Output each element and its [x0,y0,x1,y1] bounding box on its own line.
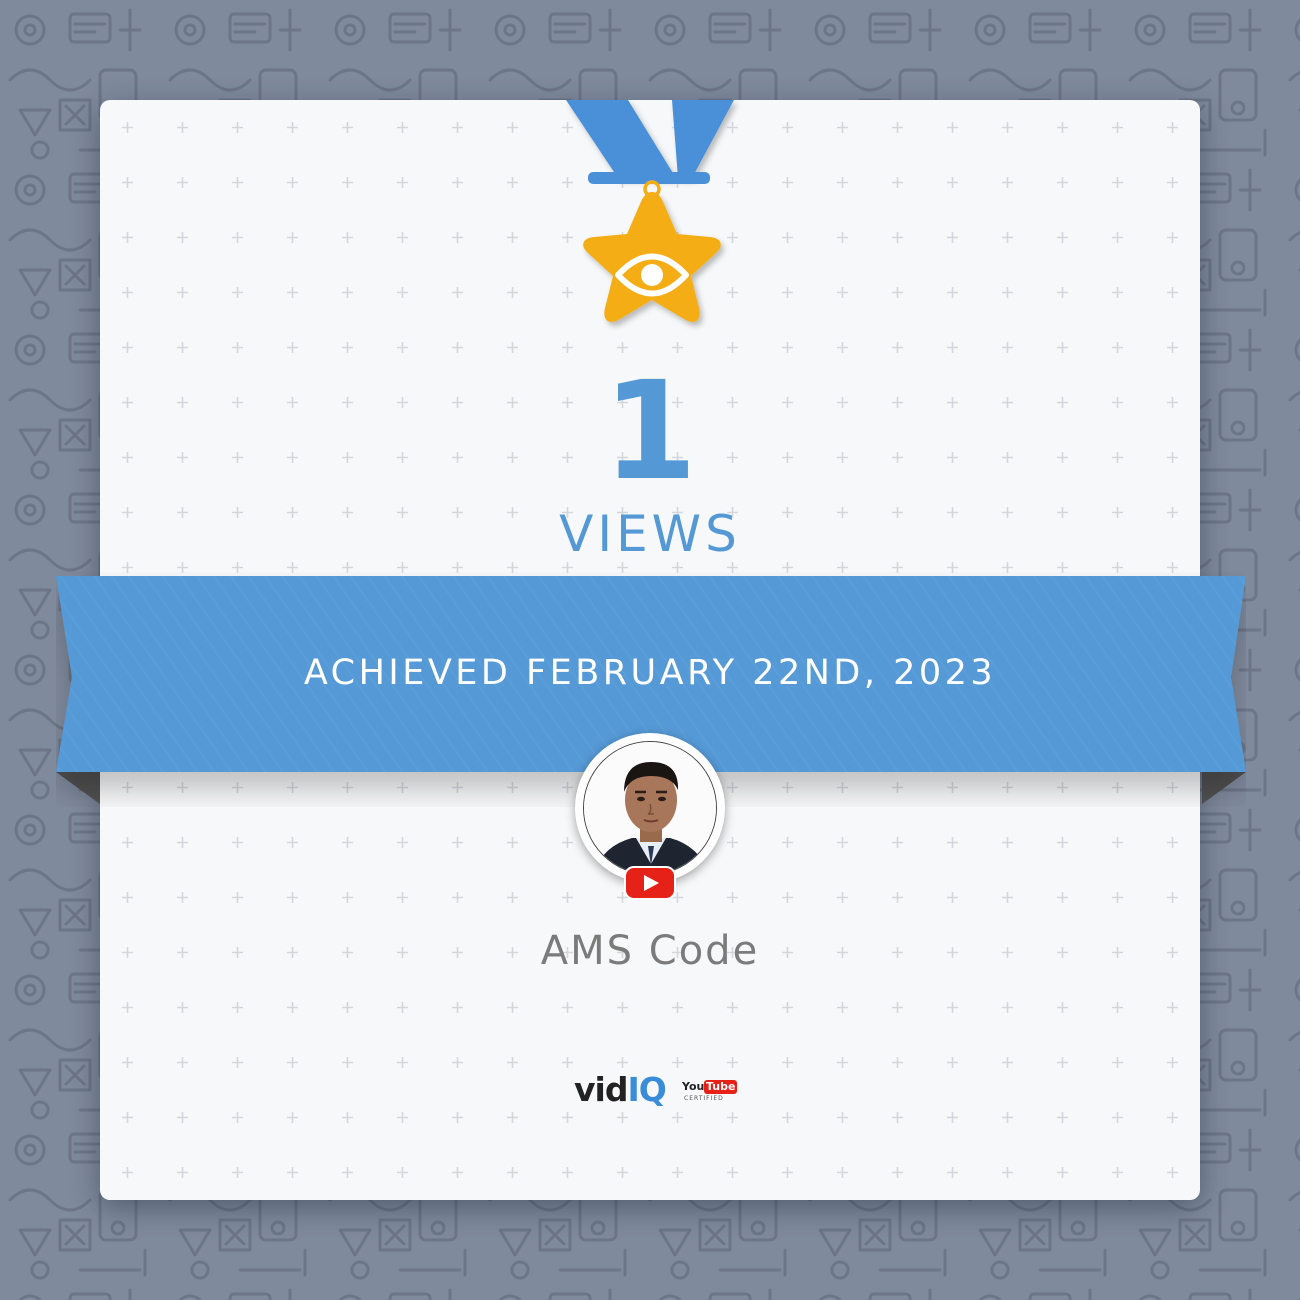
youtube-play-icon [624,866,676,900]
achieved-date: ACHIEVED FEBRUARY 22ND, 2023 [303,653,997,693]
channel-avatar[interactable] [575,733,725,883]
medal-icon [540,100,760,360]
vidiq-wordmark: vidIQ [574,1070,666,1109]
person-portrait [584,742,717,875]
achievement-count: 1 [602,353,698,511]
achievement-unit: VIEWS [559,505,741,563]
avatar-photo [583,741,717,875]
vidiq-logo [574,1070,736,1118]
youtube-certified-badge: You Tube CERTIFIED [682,1080,736,1102]
channel-name: AMS Code [540,928,760,974]
